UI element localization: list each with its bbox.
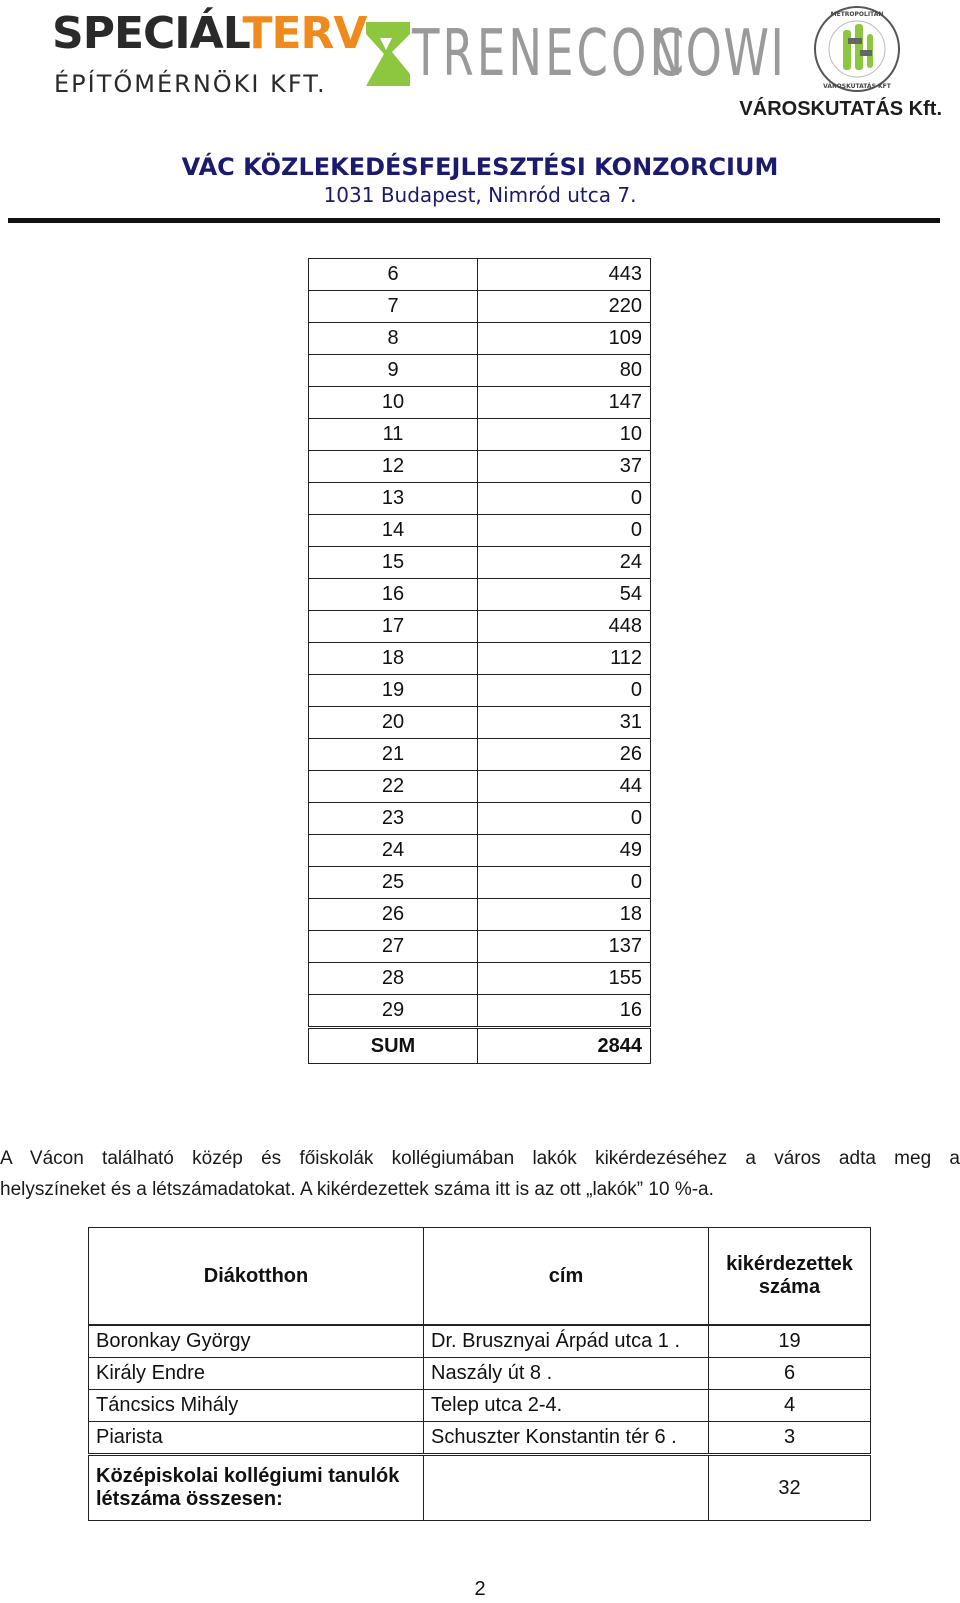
table-row bbox=[309, 963, 651, 995]
dormitory-address: Naszály út 8 . bbox=[424, 1358, 709, 1390]
zone-table-sum-row bbox=[309, 1028, 651, 1064]
table-row bbox=[309, 515, 651, 547]
zone-id: 23 bbox=[309, 803, 478, 835]
mri-seal-icon bbox=[812, 4, 902, 94]
zone-value: 443 bbox=[478, 259, 651, 291]
respondent-count: 4 bbox=[709, 1390, 871, 1422]
total-label: Középiskolai kollégiumi tanulók létszáma összesen: bbox=[89, 1455, 424, 1521]
zone-id: 21 bbox=[309, 739, 478, 771]
body-paragraph bbox=[0, 1143, 960, 1205]
consortium-title: VÁC KÖZLEKEDÉSFEJLESZTÉSI KONZORCIUM bbox=[181, 153, 779, 181]
total-value: 32 bbox=[709, 1455, 871, 1521]
header-dormitory: Diákotthon bbox=[89, 1228, 424, 1326]
table-row bbox=[309, 323, 651, 355]
zone-value: 18 bbox=[478, 899, 651, 931]
table-row bbox=[309, 803, 651, 835]
zone-value: 80 bbox=[478, 355, 651, 387]
zone-id: 27 bbox=[309, 931, 478, 963]
table-row bbox=[309, 611, 651, 643]
zone-value: 24 bbox=[478, 547, 651, 579]
table-row bbox=[309, 451, 651, 483]
specialterv-logo bbox=[52, 8, 367, 100]
zone-table-body bbox=[309, 259, 651, 1028]
zone-id: 28 bbox=[309, 963, 478, 995]
trenecon-logo bbox=[362, 14, 687, 94]
paragraph-line-1: A Vácon található közép és főiskolák kollégiumában lakók kikérdezéséhez a város adta meg a bbox=[0, 1148, 960, 1169]
dormitory-address: Dr. Brusznyai Árpád utca 1 . bbox=[424, 1325, 709, 1358]
zone-value: 0 bbox=[478, 675, 651, 707]
zone-table bbox=[308, 258, 651, 1064]
sum-value: 2844 bbox=[478, 1028, 651, 1064]
table-row bbox=[309, 771, 651, 803]
cowi-logo bbox=[652, 14, 786, 94]
respondent-count: 3 bbox=[709, 1422, 871, 1455]
table-row bbox=[309, 387, 651, 419]
zone-id: 22 bbox=[309, 771, 478, 803]
zone-id: 13 bbox=[309, 483, 478, 515]
zone-id: 7 bbox=[309, 291, 478, 323]
table-row bbox=[309, 483, 651, 515]
zone-value: 112 bbox=[478, 643, 651, 675]
dormitory-name: Boronkay György bbox=[89, 1325, 424, 1358]
dormitory-table-body bbox=[89, 1325, 871, 1455]
page-number: 2 bbox=[474, 1578, 486, 1600]
zone-id: 18 bbox=[309, 643, 478, 675]
table-row bbox=[309, 931, 651, 963]
zone-id: 15 bbox=[309, 547, 478, 579]
zone-value: 147 bbox=[478, 387, 651, 419]
zone-id: 10 bbox=[309, 387, 478, 419]
zone-value: 220 bbox=[478, 291, 651, 323]
table-row bbox=[309, 835, 651, 867]
zone-value: 26 bbox=[478, 739, 651, 771]
table-row bbox=[309, 739, 651, 771]
zone-value: 0 bbox=[478, 803, 651, 835]
varoskutatas-name: VÁROSKUTATÁS Kft. bbox=[739, 98, 942, 120]
trenecon-wordmark: TRENECON bbox=[412, 17, 687, 91]
table-row bbox=[89, 1390, 871, 1422]
dormitory-table bbox=[88, 1227, 871, 1521]
dormitory-name: Király Endre bbox=[89, 1358, 424, 1390]
table-row bbox=[309, 675, 651, 707]
zone-value: 44 bbox=[478, 771, 651, 803]
specialterv-wordmark: SPECIÁLTERV bbox=[52, 8, 367, 59]
zone-value: 16 bbox=[478, 995, 651, 1028]
zone-id: 20 bbox=[309, 707, 478, 739]
table-row bbox=[309, 867, 651, 899]
zone-id: 8 bbox=[309, 323, 478, 355]
svg-text:VÁROSKUTATÁS KFT: VÁROSKUTATÁS KFT bbox=[823, 83, 891, 90]
header-divider bbox=[8, 218, 940, 223]
zone-id: 17 bbox=[309, 611, 478, 643]
table-row bbox=[309, 707, 651, 739]
zone-value: 54 bbox=[478, 579, 651, 611]
total-empty-cell bbox=[424, 1455, 709, 1521]
zone-id: 11 bbox=[309, 419, 478, 451]
table-row bbox=[309, 899, 651, 931]
header-address: cím bbox=[424, 1228, 709, 1326]
zone-id: 9 bbox=[309, 355, 478, 387]
dormitory-total-row bbox=[89, 1455, 871, 1521]
dormitory-name: Piarista bbox=[89, 1422, 424, 1455]
respondent-count: 6 bbox=[709, 1358, 871, 1390]
zone-value: 37 bbox=[478, 451, 651, 483]
dormitory-name: Táncsics Mihály bbox=[89, 1390, 424, 1422]
zone-value: 0 bbox=[478, 515, 651, 547]
zone-id: 26 bbox=[309, 899, 478, 931]
dormitory-table-header bbox=[89, 1228, 871, 1326]
table-row bbox=[89, 1325, 871, 1358]
cowi-wordmark: COWI bbox=[652, 17, 786, 91]
zone-id: 12 bbox=[309, 451, 478, 483]
consortium-address: 1031 Budapest, Nimród utca 7. bbox=[323, 183, 637, 207]
paragraph-line-2: helyszíneket és a létszámadatokat. A kikérdezettek száma itt is az ott „lakók” 10 %-a. bbox=[0, 1179, 714, 1200]
zone-value: 0 bbox=[478, 483, 651, 515]
table-row bbox=[309, 643, 651, 675]
table-row bbox=[89, 1358, 871, 1390]
header-respondents: kikérdezettek száma bbox=[709, 1228, 871, 1326]
zone-value: 137 bbox=[478, 931, 651, 963]
sum-label: SUM bbox=[309, 1028, 478, 1064]
table-row bbox=[89, 1422, 871, 1455]
zone-id: 16 bbox=[309, 579, 478, 611]
zone-id: 25 bbox=[309, 867, 478, 899]
zone-id: 29 bbox=[309, 995, 478, 1028]
zone-value: 0 bbox=[478, 867, 651, 899]
zone-value: 10 bbox=[478, 419, 651, 451]
zone-value: 49 bbox=[478, 835, 651, 867]
zone-id: 24 bbox=[309, 835, 478, 867]
table-row bbox=[309, 355, 651, 387]
dormitory-address: Schuszter Konstantin tér 6 . bbox=[424, 1422, 709, 1455]
zone-id: 6 bbox=[309, 259, 478, 291]
svg-text:METROPOLITAN: METROPOLITAN bbox=[830, 11, 884, 18]
zone-id: 19 bbox=[309, 675, 478, 707]
header-logos bbox=[0, 0, 960, 120]
table-row bbox=[309, 579, 651, 611]
trenecon-star-icon bbox=[362, 14, 414, 94]
table-row bbox=[309, 419, 651, 451]
table-row bbox=[309, 259, 651, 291]
table-row bbox=[309, 995, 651, 1028]
zone-value: 109 bbox=[478, 323, 651, 355]
zone-value: 31 bbox=[478, 707, 651, 739]
table-row bbox=[309, 547, 651, 579]
dormitory-address: Telep utca 2-4. bbox=[424, 1390, 709, 1422]
zone-id: 14 bbox=[309, 515, 478, 547]
mri-logo bbox=[812, 4, 902, 94]
zone-value: 155 bbox=[478, 963, 651, 995]
zone-value: 448 bbox=[478, 611, 651, 643]
table-row bbox=[309, 291, 651, 323]
specialterv-subtitle: ÉPÍTŐMÉRNÖKI KFT. bbox=[54, 70, 327, 98]
respondent-count: 19 bbox=[709, 1325, 871, 1358]
